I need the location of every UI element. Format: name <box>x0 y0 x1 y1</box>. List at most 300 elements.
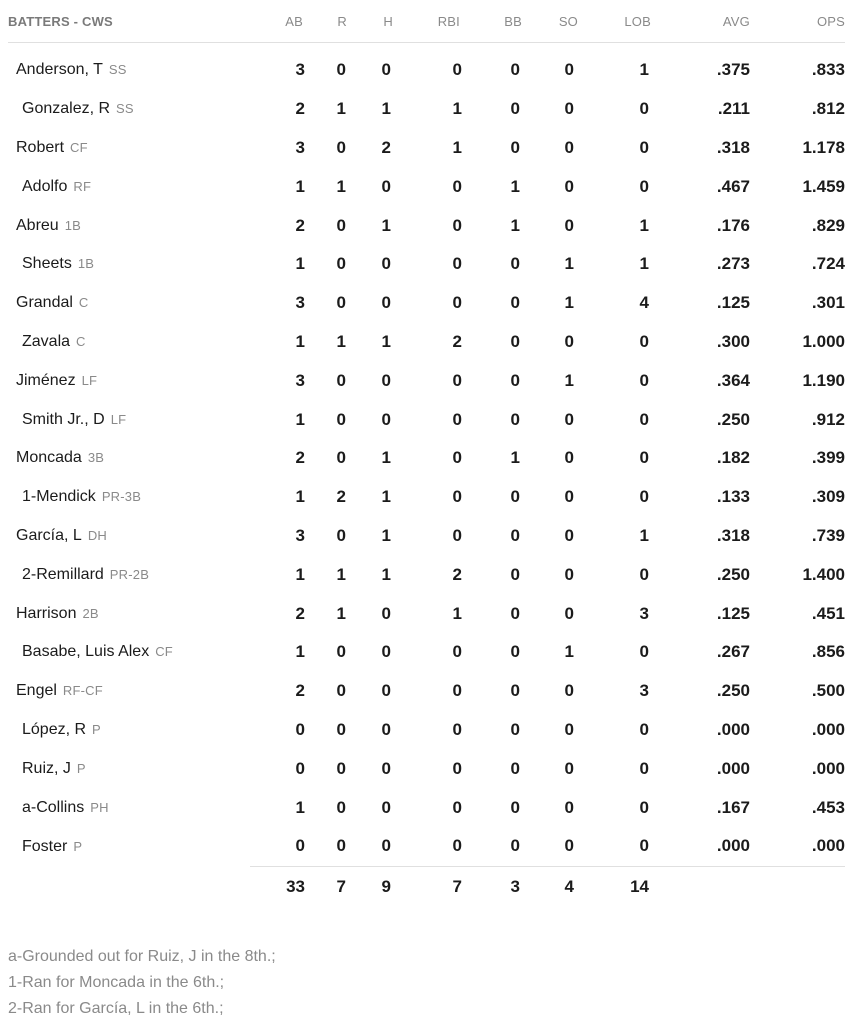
stat-lob: 0 <box>639 797 649 817</box>
stat-so: 0 <box>564 836 574 856</box>
table-row <box>8 323 845 362</box>
stat-h: 1 <box>381 487 391 507</box>
stat-rbi: 0 <box>452 758 462 778</box>
stat-ab: 1 <box>295 642 305 662</box>
batter-position: SS <box>116 101 134 117</box>
stat-r: 0 <box>336 215 346 235</box>
batter-position: DH <box>87 527 107 543</box>
stat-ab: 3 <box>295 293 305 313</box>
stat-lob: 1 <box>639 60 649 80</box>
stat-lob: 4 <box>639 293 649 313</box>
stat-rbi: 0 <box>452 448 462 468</box>
stat-rbi: 0 <box>452 215 462 235</box>
stat-rbi: 0 <box>452 60 462 80</box>
stat-h: 1 <box>381 525 391 545</box>
stat-ab: 1 <box>295 409 305 429</box>
stat-so: 0 <box>564 60 574 80</box>
batter-position: 1B <box>64 217 82 233</box>
header-batters: BATTERS - CWS <box>8 0 250 43</box>
batter-name-link[interactable]: Ruiz, J <box>22 759 71 777</box>
batter-cell <box>8 633 250 672</box>
stat-avg: .250 <box>716 564 750 584</box>
stat-avg: .318 <box>716 525 750 545</box>
stat-bb: 0 <box>510 60 520 80</box>
batter-cell <box>8 711 250 750</box>
stat-bb: 0 <box>510 758 520 778</box>
stat-avg: .273 <box>716 254 750 274</box>
stat-avg: .250 <box>716 681 750 701</box>
batter-name-link[interactable]: Adolfo <box>22 177 68 195</box>
stat-so: 0 <box>564 331 574 351</box>
totals-row <box>8 866 845 907</box>
table-row <box>8 439 845 478</box>
stat-h: 1 <box>381 99 391 119</box>
batter-name-link[interactable]: Jiménez <box>16 371 76 389</box>
batter-cell <box>8 594 250 633</box>
total-rbi: 7 <box>405 866 470 907</box>
stat-lob: 0 <box>639 137 649 157</box>
stat-ab: 0 <box>295 836 305 856</box>
batter-name-link[interactable]: López, R <box>22 720 87 738</box>
stat-so: 0 <box>564 603 574 623</box>
stat-lob: 0 <box>639 99 649 119</box>
stat-ops: .000 <box>811 836 845 856</box>
batter-cell <box>8 323 250 362</box>
header-ab[interactable]: AB <box>250 0 315 43</box>
batter-cell <box>8 129 250 168</box>
stat-rbi: 1 <box>452 603 462 623</box>
batter-position: PR-2B <box>109 566 150 582</box>
stat-so: 0 <box>564 758 574 778</box>
batter-name-link[interactable]: Gonzalez, R <box>22 100 111 118</box>
total-lob: 14 <box>588 866 663 907</box>
total-so: 4 <box>528 866 588 907</box>
stat-rbi: 1 <box>452 99 462 119</box>
stat-lob: 0 <box>639 370 649 390</box>
batter-name-link[interactable]: Engel <box>16 682 57 700</box>
stat-ops: .912 <box>811 409 845 429</box>
stat-rbi: 2 <box>452 564 462 584</box>
stat-so: 0 <box>564 448 574 468</box>
stat-bb: 0 <box>510 370 520 390</box>
stat-so: 1 <box>564 370 574 390</box>
batters-box-score <box>8 0 845 907</box>
batter-cell <box>8 555 250 594</box>
batter-name-link[interactable]: Robert <box>16 138 65 156</box>
stat-ab: 1 <box>295 176 305 196</box>
stat-ops: .451 <box>811 603 845 623</box>
batter-position: P <box>76 760 86 776</box>
batter-position: CF <box>70 139 88 155</box>
stat-lob: 0 <box>639 176 649 196</box>
note-line: a-Grounded out for Ruiz, J in the 8th.; <box>8 948 276 965</box>
stat-ab: 3 <box>295 60 305 80</box>
stat-avg: .176 <box>716 215 750 235</box>
stat-bb: 1 <box>510 176 520 196</box>
stat-rbi: 0 <box>452 487 462 507</box>
stat-bb: 0 <box>510 293 520 313</box>
stat-so: 0 <box>564 797 574 817</box>
stat-lob: 0 <box>639 448 649 468</box>
stat-r: 0 <box>336 254 346 274</box>
stat-ops: .833 <box>811 60 845 80</box>
stat-so: 0 <box>564 409 574 429</box>
stat-r: 1 <box>336 603 346 623</box>
stat-r: 0 <box>336 60 346 80</box>
stat-ab: 2 <box>295 99 305 119</box>
stat-avg: .125 <box>716 603 750 623</box>
stat-ops: .500 <box>811 681 845 701</box>
stat-ab: 1 <box>295 564 305 584</box>
stat-r: 0 <box>336 137 346 157</box>
stat-avg: .000 <box>716 836 750 856</box>
stat-r: 0 <box>336 370 346 390</box>
stat-so: 1 <box>564 293 574 313</box>
batter-cell <box>8 672 250 711</box>
batter-cell <box>8 90 250 129</box>
header-h[interactable]: H <box>350 0 405 43</box>
batter-cell <box>8 245 250 284</box>
stat-ab: 3 <box>295 137 305 157</box>
stat-ab: 0 <box>295 758 305 778</box>
stat-r: 1 <box>336 176 346 196</box>
stat-bb: 0 <box>510 331 520 351</box>
batter-name-link[interactable]: García, L <box>16 526 82 544</box>
batter-position: SS <box>108 62 127 78</box>
stat-avg: .133 <box>716 487 750 507</box>
note-line: 1-Ran for Moncada in the 6th.; <box>8 974 225 991</box>
stat-ab: 0 <box>295 719 305 739</box>
stat-ops: .399 <box>811 448 845 468</box>
stat-r: 0 <box>336 681 346 701</box>
table-row <box>8 245 845 284</box>
stat-ops: .301 <box>811 293 845 313</box>
stat-bb: 0 <box>510 797 520 817</box>
stat-h: 0 <box>381 293 391 313</box>
note-line: 2-Ran for García, L in the 6th.; <box>8 1000 224 1017</box>
batter-name-link[interactable]: 1-Mendick <box>22 488 96 506</box>
stat-so: 0 <box>564 564 574 584</box>
table-row <box>8 129 845 168</box>
table-row <box>8 90 845 129</box>
stat-avg: .182 <box>716 448 750 468</box>
batter-cell <box>8 788 250 827</box>
stat-lob: 0 <box>639 409 649 429</box>
batter-cell <box>8 439 250 478</box>
stat-rbi: 0 <box>452 176 462 196</box>
stat-so: 0 <box>564 99 574 119</box>
stat-r: 0 <box>336 293 346 313</box>
batter-cell <box>8 167 250 206</box>
table-header-row <box>8 0 845 43</box>
stat-bb: 1 <box>510 448 520 468</box>
stat-lob: 0 <box>639 836 649 856</box>
stat-lob: 3 <box>639 681 649 701</box>
stat-so: 0 <box>564 681 574 701</box>
table-row <box>8 206 845 245</box>
batter-name-link[interactable]: Moncada <box>16 449 82 467</box>
stat-so: 1 <box>564 642 574 662</box>
batter-rows <box>8 43 845 867</box>
stat-lob: 0 <box>639 331 649 351</box>
stat-lob: 1 <box>639 254 649 274</box>
stat-lob: 1 <box>639 525 649 545</box>
table-row <box>8 167 845 206</box>
stat-bb: 0 <box>510 719 520 739</box>
stat-ab: 1 <box>295 254 305 274</box>
total-h: 9 <box>350 866 405 907</box>
stat-lob: 0 <box>639 642 649 662</box>
stat-rbi: 0 <box>452 254 462 274</box>
totals-label-cell <box>8 866 250 907</box>
stat-rbi: 2 <box>452 331 462 351</box>
batter-name-link[interactable]: 2-Remillard <box>22 565 104 583</box>
stat-rbi: 0 <box>452 370 462 390</box>
stat-ab: 1 <box>295 331 305 351</box>
stat-rbi: 1 <box>452 137 462 157</box>
stat-avg: .318 <box>716 137 750 157</box>
stat-ops: .000 <box>811 758 845 778</box>
table-row <box>8 827 845 866</box>
stat-rbi: 0 <box>452 525 462 545</box>
stat-ops: .856 <box>811 642 845 662</box>
stat-bb: 0 <box>510 603 520 623</box>
batter-position: C <box>78 295 89 311</box>
stat-bb: 0 <box>510 836 520 856</box>
stat-bb: 1 <box>510 215 520 235</box>
total-ab: 33 <box>250 866 315 907</box>
stat-avg: .375 <box>716 60 750 80</box>
stat-r: 1 <box>336 564 346 584</box>
stat-avg: .000 <box>716 719 750 739</box>
stat-ops: 1.000 <box>802 331 845 351</box>
stat-r: 0 <box>336 719 346 739</box>
stat-h: 0 <box>381 409 391 429</box>
batter-position: PR-3B <box>101 489 142 505</box>
stat-bb: 0 <box>510 409 520 429</box>
stat-r: 0 <box>336 642 346 662</box>
stat-r: 2 <box>336 487 346 507</box>
stat-avg: .300 <box>716 331 750 351</box>
stat-bb: 0 <box>510 99 520 119</box>
batter-position: 1B <box>77 256 95 272</box>
table-row <box>8 43 845 90</box>
table-row <box>8 517 845 556</box>
stat-h: 2 <box>381 137 391 157</box>
batter-position: 2B <box>82 605 99 621</box>
stat-r: 0 <box>336 797 346 817</box>
table-row <box>8 672 845 711</box>
stat-bb: 0 <box>510 681 520 701</box>
table-row <box>8 284 845 323</box>
header-r[interactable]: R <box>315 0 350 43</box>
stat-ab: 1 <box>295 487 305 507</box>
header-rbi[interactable]: RBI <box>405 0 470 43</box>
stat-h: 0 <box>381 797 391 817</box>
stat-h: 0 <box>381 836 391 856</box>
batter-name-link[interactable]: Abreu <box>16 216 59 234</box>
batter-name-link[interactable]: Smith Jr., D <box>22 410 105 428</box>
stat-ops: 1.190 <box>802 370 845 390</box>
stat-lob: 0 <box>639 564 649 584</box>
stat-bb: 0 <box>510 525 520 545</box>
stat-ab: 2 <box>295 215 305 235</box>
stat-ops: .453 <box>811 797 845 817</box>
batter-position: P <box>73 838 83 854</box>
batter-position: LF <box>81 372 98 388</box>
stat-h: 0 <box>381 60 391 80</box>
stat-r: 1 <box>336 331 346 351</box>
stat-h: 1 <box>381 215 391 235</box>
stat-bb: 0 <box>510 137 520 157</box>
stat-so: 0 <box>564 215 574 235</box>
batter-position: RF-CF <box>62 683 103 699</box>
stat-ops: .000 <box>811 719 845 739</box>
batter-cell <box>8 361 250 400</box>
table-row <box>8 711 845 750</box>
table-row <box>8 633 845 672</box>
stat-h: 0 <box>381 719 391 739</box>
stat-h: 0 <box>381 254 391 274</box>
stat-so: 0 <box>564 176 574 196</box>
table-row <box>8 594 845 633</box>
stat-rbi: 0 <box>452 293 462 313</box>
stat-h: 1 <box>381 448 391 468</box>
batter-position: C <box>76 333 86 349</box>
total-r: 7 <box>315 866 350 907</box>
table-row <box>8 749 845 788</box>
header-ops[interactable]: OPS <box>755 0 845 43</box>
stat-ops: 1.400 <box>802 564 845 584</box>
stat-avg: .364 <box>716 370 750 390</box>
stat-r: 0 <box>336 836 346 856</box>
header-so[interactable]: SO <box>528 0 588 43</box>
stat-rbi: 0 <box>452 719 462 739</box>
total-ops-blank <box>755 866 845 907</box>
stat-ab: 2 <box>295 448 305 468</box>
stat-h: 0 <box>381 370 391 390</box>
batter-position: 3B <box>87 450 105 466</box>
stat-avg: .000 <box>716 758 750 778</box>
batter-position: CF <box>155 644 173 660</box>
stat-ops: .724 <box>811 254 845 274</box>
stat-rbi: 0 <box>452 681 462 701</box>
stat-so: 0 <box>564 719 574 739</box>
stat-avg: .211 <box>717 99 750 119</box>
stat-h: 0 <box>381 176 391 196</box>
stat-so: 1 <box>564 254 574 274</box>
stat-so: 0 <box>564 525 574 545</box>
stat-rbi: 0 <box>452 836 462 856</box>
stat-lob: 0 <box>639 487 649 507</box>
table-row <box>8 361 845 400</box>
table-row <box>8 788 845 827</box>
batter-name-link[interactable]: Zavala <box>22 332 71 350</box>
stat-lob: 0 <box>639 758 649 778</box>
table-row <box>8 478 845 517</box>
stat-ops: .739 <box>811 525 845 545</box>
table-row <box>8 400 845 439</box>
stat-avg: .467 <box>716 176 750 196</box>
stat-r: 0 <box>336 758 346 778</box>
stat-ab: 2 <box>295 681 305 701</box>
batter-name-link[interactable]: Basabe, Luis Alex <box>22 643 150 661</box>
stat-r: 1 <box>336 99 346 119</box>
header-avg[interactable]: AVG <box>663 0 755 43</box>
header-bb[interactable]: BB <box>470 0 528 43</box>
stat-rbi: 0 <box>452 797 462 817</box>
stat-r: 0 <box>336 409 346 429</box>
stat-ops: 1.178 <box>802 137 845 157</box>
batter-cell <box>8 749 250 788</box>
total-bb: 3 <box>470 866 528 907</box>
batter-cell <box>8 206 250 245</box>
stat-rbi: 0 <box>452 642 462 662</box>
stat-ops: .829 <box>811 215 845 235</box>
table-row <box>8 555 845 594</box>
stat-r: 0 <box>336 448 346 468</box>
batter-position: RF <box>73 178 92 194</box>
stat-avg: .250 <box>716 409 750 429</box>
stat-lob: 0 <box>639 719 649 739</box>
batter-name-link[interactable]: Grandal <box>16 294 73 312</box>
total-avg-blank <box>663 866 755 907</box>
stat-h: 0 <box>381 681 391 701</box>
stat-so: 0 <box>564 137 574 157</box>
batter-name-link[interactable]: Harrison <box>16 604 77 622</box>
stat-h: 0 <box>381 758 391 778</box>
stat-ab: 3 <box>295 370 305 390</box>
stat-lob: 3 <box>639 603 649 623</box>
stat-lob: 1 <box>639 215 649 235</box>
batter-cell <box>8 827 250 866</box>
stat-bb: 0 <box>510 564 520 584</box>
stat-h: 1 <box>381 564 391 584</box>
stat-ab: 3 <box>295 525 305 545</box>
stat-bb: 0 <box>510 254 520 274</box>
batter-name-link[interactable]: a-Collins <box>22 798 85 816</box>
batter-position: LF <box>110 411 127 427</box>
stat-ops: .812 <box>811 99 845 119</box>
stat-h: 1 <box>381 331 391 351</box>
batter-cell <box>8 43 250 90</box>
batter-name-link[interactable]: Foster <box>22 837 68 855</box>
stat-avg: .267 <box>716 642 750 662</box>
stat-ops: 1.459 <box>802 176 845 196</box>
stat-h: 0 <box>381 642 391 662</box>
stat-bb: 0 <box>510 487 520 507</box>
batter-cell <box>8 284 250 323</box>
stat-bb: 0 <box>510 642 520 662</box>
batter-cell <box>8 400 250 439</box>
stat-ab: 1 <box>295 797 305 817</box>
stat-avg: .125 <box>716 293 750 313</box>
batter-position: PH <box>90 799 109 815</box>
batter-name-link[interactable]: Anderson, T <box>16 61 103 79</box>
stat-rbi: 0 <box>452 409 462 429</box>
stat-ab: 2 <box>295 603 305 623</box>
stat-ops: .309 <box>811 487 845 507</box>
batters-table <box>8 0 845 907</box>
stat-so: 0 <box>564 487 574 507</box>
stat-h: 0 <box>381 603 391 623</box>
batter-cell <box>8 517 250 556</box>
batter-cell <box>8 478 250 517</box>
header-lob[interactable]: LOB <box>588 0 663 43</box>
stat-r: 0 <box>336 525 346 545</box>
stat-avg: .167 <box>716 797 750 817</box>
batter-name-link[interactable]: Sheets <box>22 255 72 273</box>
